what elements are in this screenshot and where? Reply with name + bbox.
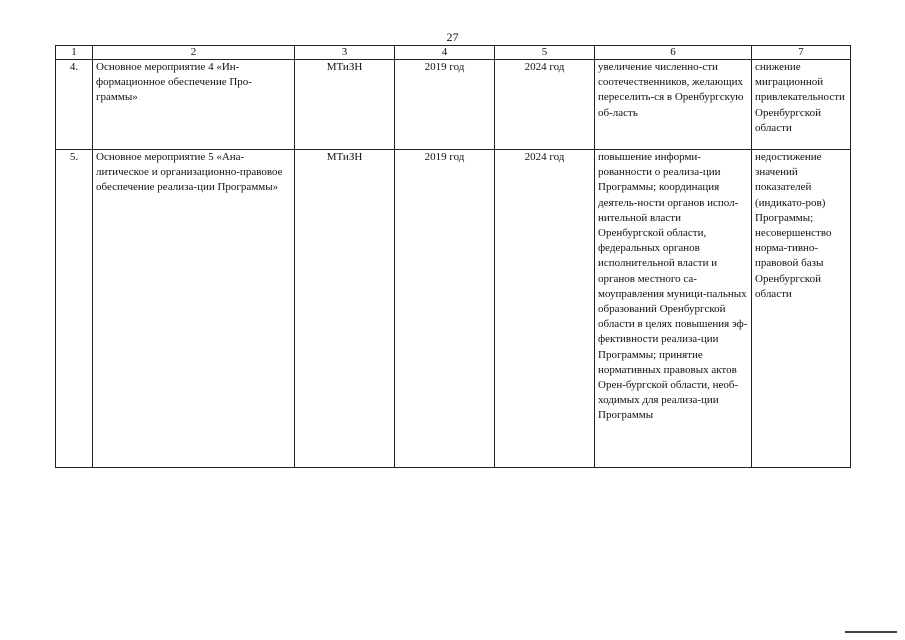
start-year: 2019 год — [395, 60, 495, 150]
header-cell: 6 — [595, 46, 752, 60]
page-number: 27 — [446, 30, 459, 44]
header-row — [56, 46, 851, 60]
header-cell: 3 — [295, 46, 395, 60]
start-year: 2019 год — [395, 150, 495, 468]
end-year: 2024 год — [495, 150, 595, 468]
consequence: недостижение значений показателей (индикато-ров) Программы; несовершенство норма-тивно-правовой базы Оренбургской области — [752, 150, 851, 468]
measure-name: Основное мероприятие 5 «Ана-литическое и организационно-правовое обеспечение реализа-ции Программы» — [93, 150, 295, 468]
program-measures-table — [55, 45, 851, 468]
expected-result: повышение информи-рованности о реализа-ции Программы; координация деятель-ности органов испол-нительной власти Оренбургской области, федеральных органов исполнительной власти и органов местного са-моуправления муници-пальных образований Оренбургской области в целях повышения эф-фективности реализа-ции Программы; принятие нормативных правовых актов Орен-бургской области, необ-ходимых для реализа-ции Программы — [595, 150, 752, 468]
end-year: 2024 год — [495, 60, 595, 150]
table-row — [56, 150, 851, 468]
scan-artifact-line — [845, 631, 897, 633]
executor: МТиЗН — [295, 60, 395, 150]
executor: МТиЗН — [295, 150, 395, 468]
row-number: 4. — [56, 60, 93, 150]
row-number: 5. — [56, 150, 93, 468]
table-row — [56, 60, 851, 150]
expected-result: увеличение численно-сти соотечественников, желающих переселить-ся в Оренбургскую об-ласть — [595, 60, 752, 150]
consequence: снижение миграционной привлекательности Оренбургской области — [752, 60, 851, 150]
measure-name: Основное мероприятие 4 «Ин-формационное обеспечение Про-граммы» — [93, 60, 295, 150]
header-cell: 4 — [395, 46, 495, 60]
header-cell: 1 — [56, 46, 93, 60]
header-cell: 2 — [93, 46, 295, 60]
header-cell: 7 — [752, 46, 851, 60]
header-cell: 5 — [495, 46, 595, 60]
